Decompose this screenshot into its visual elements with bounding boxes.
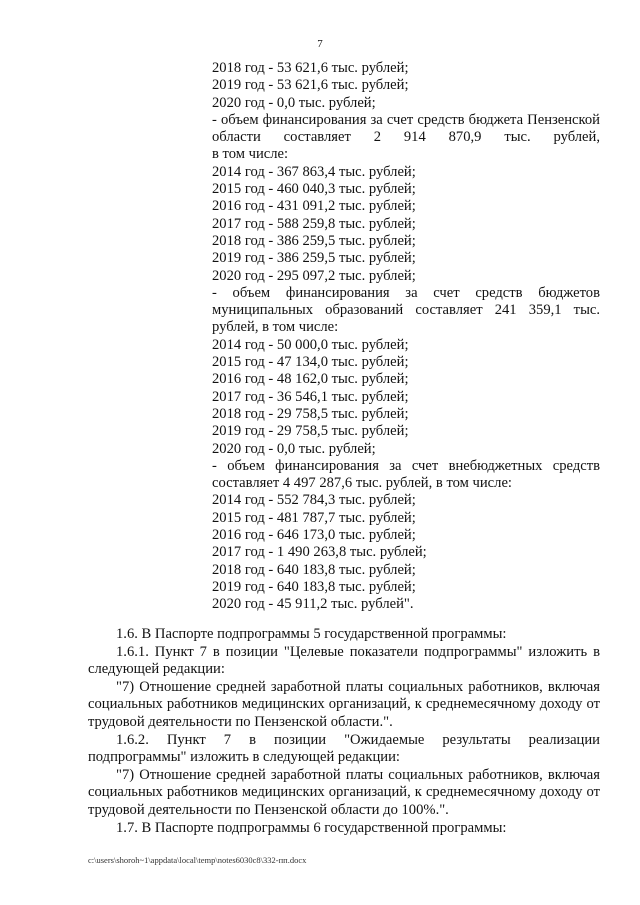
- municipal-year-line: 2017 год - 36 546,1 тыс. рублей;: [212, 388, 409, 405]
- regional-year-line: 2017 год - 588 259,8 тыс. рублей;: [212, 215, 416, 232]
- municipal-year-line: 2015 год - 47 134,0 тыс. рублей;: [212, 354, 409, 371]
- extrabudget-intro: - объем финансирования за счет внебюджетных средств: [212, 457, 600, 474]
- funding-column: [212, 60, 600, 614]
- regional-year-line: 2015 год - 460 040,3 тыс. рублей;: [212, 181, 416, 198]
- extrabudget-year-line: 2019 год - 640 183,8 тыс. рублей;: [212, 578, 416, 595]
- regional-year-line: 2014 год - 367 863,4 тыс. рублей;: [212, 163, 416, 180]
- extrabudget-year-line: 2015 год - 481 787,7 тыс. рублей;: [212, 509, 416, 526]
- page-number: 7: [317, 38, 323, 50]
- extrabudget-year-line: 2020 год - 45 911,2 тыс. рублей".: [212, 596, 414, 613]
- funding-line: 2020 год - 0,0 тыс. рублей;: [212, 94, 376, 111]
- funding-line: 2019 год - 53 621,6 тыс. рублей;: [212, 77, 409, 94]
- regional-year-line: 2016 год - 431 091,2 тыс. рублей;: [212, 198, 416, 215]
- extrabudget-year-line: 2014 год - 552 784,3 тыс. рублей;: [212, 492, 416, 509]
- regional-year-line: 2019 год - 386 259,5 тыс. рублей;: [212, 250, 416, 267]
- extrabudget-year-line: 2017 год - 1 490 263,8 тыс. рублей;: [212, 544, 427, 561]
- municipal-budget-intro: - объем финансирования за счет средств бюджетов муниципальных образований составляет 241 359,1 тыс.: [212, 284, 600, 319]
- extrabudget-year-line: 2016 год - 646 173,0 тыс. рублей;: [212, 527, 416, 544]
- body-text: [88, 626, 600, 837]
- municipal-budget-intro-tail: рублей, в том числе:: [212, 319, 339, 336]
- regional-year-line: 2020 год - 295 097,2 тыс. рублей;: [212, 267, 416, 284]
- regional-budget-intro-tail: в том числе:: [212, 146, 289, 163]
- municipal-year-line: 2014 год - 50 000,0 тыс. рублей;: [212, 336, 409, 353]
- funding-line: 2018 год - 53 621,6 тыс. рублей;: [212, 60, 409, 76]
- regional-budget-intro: - объем финансирования за счет средств бюджета Пензенской области составляет 2 914 870,9 тыс. рублей,: [212, 111, 600, 146]
- municipal-year-line: 2020 год - 0,0 тыс. рублей;: [212, 440, 376, 457]
- paragraph-quote-2: "7) Отношение средней заработной платы социальных работников, включая социальных работников медицинских организаций, к среднемесячному доходу от трудовой деятельности по Пензенской области до 100%.".: [88, 766, 600, 818]
- file-path-footer: c:\users\shoroh~1\appdata\local\temp\notes6030c8\332-пп.docx: [88, 855, 307, 865]
- regional-year-line: 2018 год - 386 259,5 тыс. рублей;: [212, 232, 416, 249]
- municipal-year-line: 2018 год - 29 758,5 тыс. рублей;: [212, 405, 409, 422]
- paragraph-1-6: 1.6. В Паспорте подпрограммы 5 государственной программы:: [116, 626, 507, 642]
- paragraph-1-6-2: 1.6.2. Пункт 7 в позиции "Ожидаемые результаты реализации подпрограммы" изложить в следующей редакции:: [88, 731, 600, 766]
- extrabudget-year-line: 2018 год - 640 183,8 тыс. рублей;: [212, 561, 416, 578]
- municipal-year-line: 2019 год - 29 758,5 тыс. рублей;: [212, 423, 409, 440]
- municipal-year-line: 2016 год - 48 162,0 тыс. рублей;: [212, 371, 409, 388]
- paragraph-1-7: 1.7. В Паспорте подпрограммы 6 государственной программы:: [116, 819, 507, 836]
- extrabudget-intro-tail: составляет 4 497 287,6 тыс. рублей, в том числе:: [212, 475, 512, 492]
- paragraph-1-6-1: 1.6.1. Пункт 7 в позиции "Целевые показатели подпрограммы" изложить в следующей редакции:: [88, 643, 600, 678]
- paragraph-quote-1: "7) Отношение средней заработной платы социальных работников, включая социальных работников медицинских организаций, к среднемесячному доходу от трудовой деятельности по Пензенской области.".: [88, 678, 600, 730]
